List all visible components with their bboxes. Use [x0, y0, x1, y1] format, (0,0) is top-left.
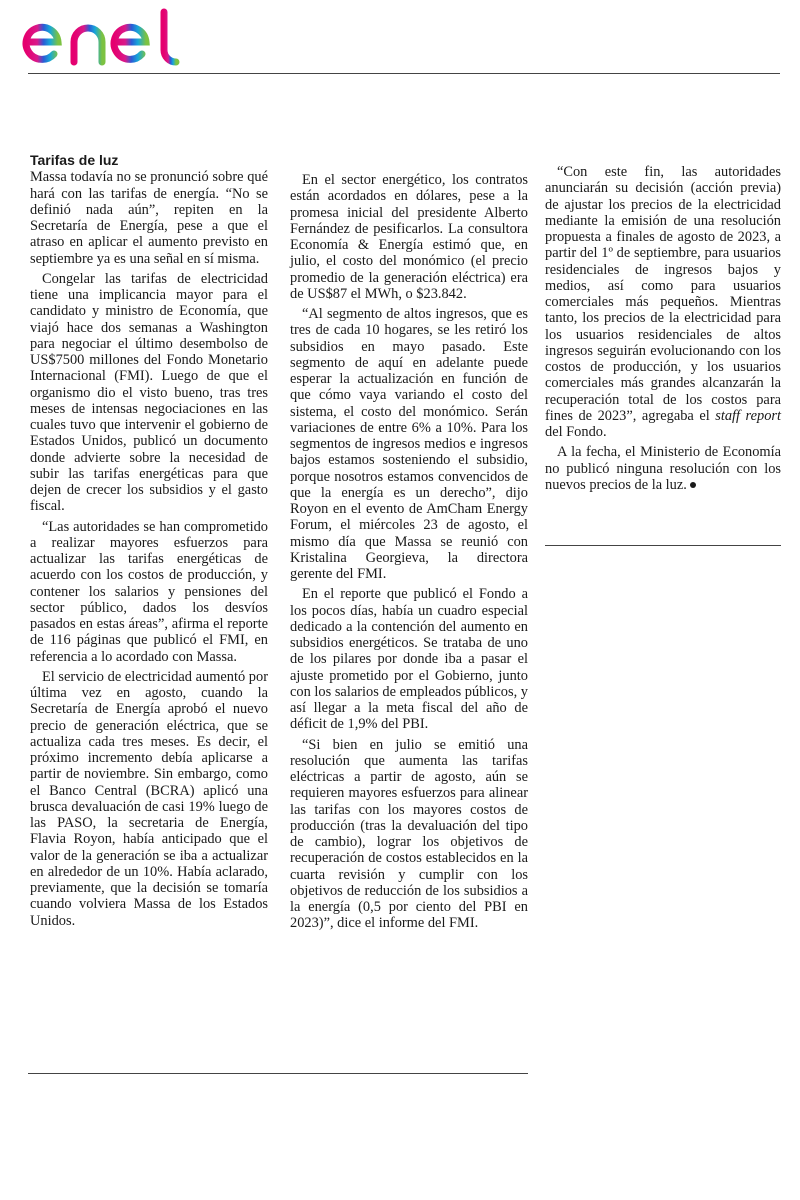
paragraph-text: del Fondo.	[545, 424, 607, 440]
paragraph: En el reporte que publicó el Fondo a los pocos días, había un cuadro especial dedicado a la contención del aumento en subsidios energéticos. Se trataba de uno de los pilares por donde iba a pasar el ajuste prometido por el Gobierno, junto con los salarios de empleados públicos, y así llegar a la meta fiscal del año de déficit de 1,9% del PBI.	[290, 586, 528, 733]
paragraph-text: “Con este fin, las autoridades anunciarán su decisión (acción previa) de ajustar los precios de la electricidad mediante la emisión de una resolución propuesta a finales de agosto de 2023, a partir del 1º de septiembre, para usuarios residenciales de ingresos bajos y medios, así como para usuarios comerciales más pequeños. Mientras tanto, los precios de la electricidad para los usuarios residenciales de altos ingresos seguirán evolucionando con los costos de producción, y los usuarios comerciales más grandes alcanzarán la recuperación total de los costos para fines de 2023”, agregaba el	[545, 164, 781, 424]
article-column-1	[30, 152, 268, 933]
paragraph-text: A la fecha, el Ministerio de Economía no publicó ninguna resolución con los nuevos precios de la luz.	[545, 444, 781, 493]
paragraph: “Al segmento de altos ingresos, que es tres de cada 10 hogares, se les retiró los subsidios en mayo pasado. Este segmento de aquí en adelante puede esperar la actualización en función de que cómo vaya variando el costo del sistema, el costo del monómico. Serán variaciones de entre 6% a 10%. Para los segmentos de ingresos medios e ingresos bajos estamos sosteniendo el subsidio, porque nosotros estamos convencidos de que la energía es un derecho”, dijo Royon en el evento de AmCham Energy Forum, el miércoles 23 de agosto, el mismo día que Massa se reunió con Kristalina Georgieva, la directora gerente del FMI.	[290, 306, 528, 582]
italic-term: staff report	[715, 407, 781, 424]
paragraph: “Si bien en julio se emitió una resolución que aumenta las tarifas eléctricas a partir de agosto, aún se requieren mayores esfuerzos para alinear las tarifas con los mayores costos de producción (tras la devaluación del tipo de cambio), lograr los objetivos de recuperación de costos establecidos en la cuarta revisión y cumplir con los objetivos de reducción de los subsidios a la energía (0,5 por ciento del PBI en 2023)”, dice el informe del FMI.	[290, 736, 528, 932]
column-rule	[545, 545, 781, 546]
paragraph: En el sector energético, los contratos están acordados en dólares, pese a la promesa inicial del presidente Alberto Fernández de pesificarlos. La consultora Economía & Energía estimó que, en julio, el costo del monómico (el precio promedio de la generación eléctrica) era de US$87 el MWh, o $23.842.	[290, 172, 528, 302]
paragraph	[545, 444, 781, 493]
paragraph: El servicio de electricidad aumentó por última vez en agosto, cuando la Secretaría de Energía aprobó el nuevo precio de generación eléctrica, que se actualiza cada tres meses. Es decir, el próximo incremento debía aplicarse a partir de noviembre. Sin embargo, como el Banco Central (BCRA) aplicó una brusca devaluación de casi 19% luego de las PASO, la secretaria de Energía, Flavia Royon, había anticipado que el valor de la generación se iba a actualizar en alrededor de un 10%. Había aclarado, previamente, que la decisión se tomaría cuando volviera Massa de los Estados Unidos.	[30, 668, 268, 929]
article-column-3	[545, 164, 781, 497]
section-subhead: Tarifas de luz	[30, 152, 119, 168]
paragraph: Congelar las tarifas de electricidad tiene una implicancia mayor para el candidato y ministro de Economía, que viajó hace dos semanas a Washington para negociar el último desembolso de US$7500 millones del Fondo Monetario Internacional (FMI). Luego de que el organismo dio el visto bueno, tras tres meses de intensas negociaciones en las cuales tuvo que intervenir el gobierno de Estados Unidos, publicó un documento donde advierte sobre la necesidad de subir las tarifas energéticas para que dejen de crecer los subsidios y el gasto fiscal.	[30, 270, 268, 515]
end-mark-icon	[690, 482, 696, 488]
footer-rule	[28, 1073, 528, 1074]
header-rule	[28, 73, 780, 74]
paragraph	[545, 164, 781, 440]
paragraph: “Las autoridades se han comprometido a realizar mayores esfuerzos para actualizar las tarifas energéticas de acuerdo con los costos de producción, y contener los salarios y pensiones del sector público, dados los desvíos pasados en estas áreas”, afirma el reporte de 116 páginas que publicó el FMI, en referencia a lo acordado con Massa.	[30, 518, 268, 665]
article-column-2	[290, 172, 528, 936]
enel-logo	[18, 6, 183, 66]
paragraph: Massa todavía no se pronunció sobre qué hará con las tarifas de energía. “No se definió nada aún”, repiten en la Secretaría de Energía, pese a que el atraso en aplicar el aumento previsto en septiembre ya es una señal en sí misma.	[30, 169, 268, 267]
